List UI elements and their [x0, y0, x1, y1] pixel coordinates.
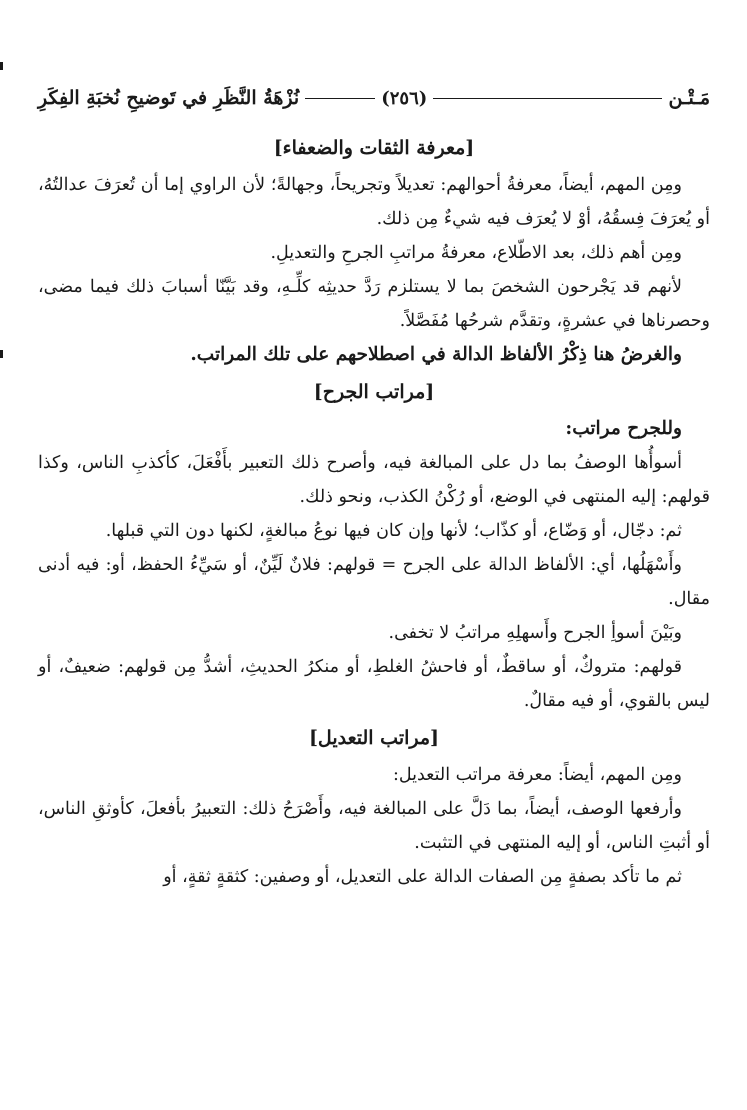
paragraph: قولهم: متروكٌ، أو ساقطٌ، أو فاحشُ الغلطِ، أو منكرُ الحديثِ، أشدُّ مِن قولهم: ضعيفٌ، أو ليس بالقوي، أو فيه مقالٌ. — [38, 657, 710, 711]
header-rule-right — [433, 98, 662, 99]
page-body — [38, 130, 710, 894]
section-heading: [معرفة الثقات والضعفاء] — [273, 137, 475, 159]
paragraph: لأنهم قد يَجْرحون الشخصَ بما لا يستلزم رَدَّ حديثِه كلِّـهِ، وقد بَيَّنّا أسبابَ ذلك فيما مضى، وحصرناها في عشرةٍ، وتقدَّم شرحُها مُفَصَّلاً. — [38, 277, 710, 331]
paragraph: وأرفعها الوصف، أيضاً، بما دَلَّ على المبالغة فيه، وأَصْرَحُ ذلك: التعبيرُ بأفعلَ، كأوثقِ الناس، أو أثبتِ الناس، أو إليه المنتهى في التثبت. — [38, 799, 710, 853]
paragraph: وبَيْنَ أسوأِ الجرح وأَسهلِهِ مراتبُ لا تخفى. — [388, 623, 682, 643]
header-rule-left — [305, 98, 375, 99]
paragraph: ومِن المهم، أيضاً، معرفةُ أحوالهم: تعديلاً وتجريحاً، وجهالةً؛ لأن الراوي إما أن تُعرَفَ عدالتُهُ، أو يُعرَفَ فِسقُهُ، أوْ لا يُعرَف فيه شيءٌ مِن ذلك. — [38, 175, 710, 229]
section-heading: [مراتب التعديل] — [308, 727, 440, 749]
section-heading: [مراتب الجرح] — [313, 381, 435, 403]
matn-paragraph: وللجرح مراتب: — [565, 418, 682, 439]
section-label: مَـتْـن — [668, 87, 710, 109]
book-page — [38, 78, 710, 894]
paragraph: أسوأُها الوصفُ بما دل على المبالغة فيه، وأصرح ذلك التعبير بأَفْعَلَ، كأكذبِ الناس، وكذا قولهم: إليه المنتهى في الوضع، أو رُكْنُ الكذب، ونحو ذلك. — [38, 453, 710, 507]
paragraph: وأَسْهَلُها، أي: الألفاظ الدالة على الجرح = قولهم: فلانٌ لَيِّنٌ، أو سَيِّءُ الحفظ، أو: فيه أدنى مقال. — [38, 555, 710, 609]
page-number: (٢٥٦) — [381, 87, 428, 109]
paragraph: ثم ما تأكد بصفةٍ مِن الصفات الدالة على التعديل، أو وصفين: كثقةٍ ثقةٍ، أو — [163, 867, 682, 887]
paragraph: ومِن المهم، أيضاً: معرفة مراتب التعديل: — [392, 765, 682, 785]
paragraph: ومِن أهم ذلك، بعد الاطّلاع، معرفةُ مراتبِ الجرحِ والتعديلِ. — [270, 243, 682, 263]
book-title: نُزْهَةُ النَّظَرِ في تَوضيحِ نُخبَةِ الفِكَرِ — [38, 87, 300, 109]
paragraph: ثم: دجّال، أو وَضّاع، أو كذّاب؛ لأنها وإن كان فيها نوعُ مبالغةٍ، لكنها دون التي قبلها. — [105, 521, 682, 541]
matn-paragraph: والغرضُ هنا ذِكْرُ الألفاظ الدالة في اصطلاحهم على تلك المراتب. — [190, 344, 682, 365]
running-header — [38, 78, 710, 118]
page-edge-mark-middle — [0, 350, 3, 358]
page-edge-mark-top — [0, 62, 3, 70]
